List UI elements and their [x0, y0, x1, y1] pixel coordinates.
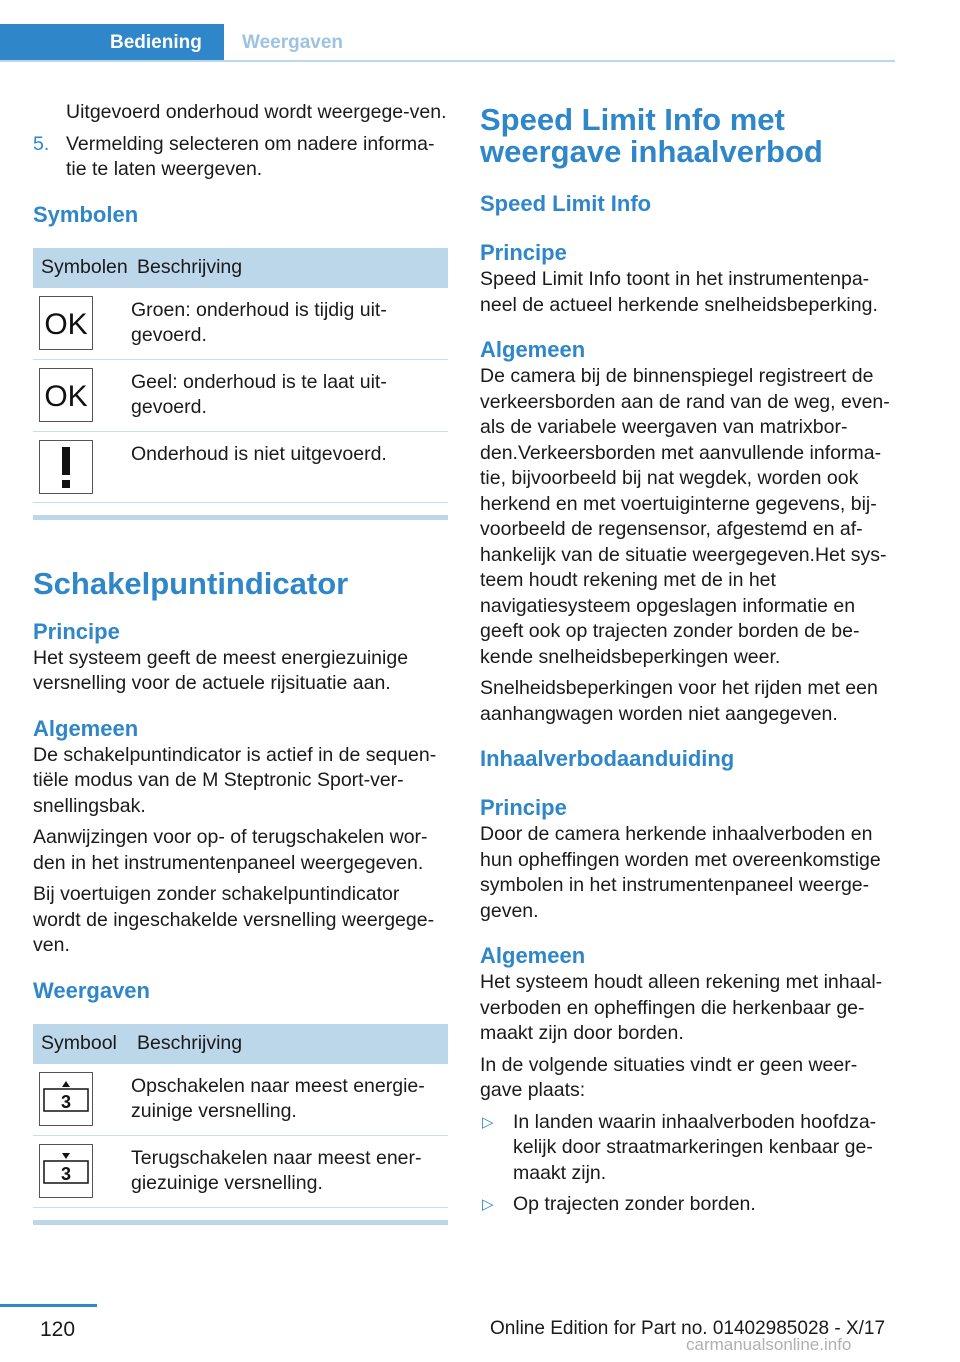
- principe-heading: Principe: [480, 240, 567, 265]
- algemeen-heading: Algemeen: [480, 943, 586, 968]
- bullet-text: Op trajecten zonder borden.: [513, 1193, 756, 1215]
- section-title-line-1: Speed Limit Info met: [480, 102, 785, 137]
- inhaalverbod-heading: Inhaalverbodaanduiding: [480, 746, 735, 771]
- edition-note: Online Edition for Part no. 01402985028 - X/17: [490, 1318, 886, 1339]
- tab-bediening[interactable]: Bediening: [0, 24, 224, 62]
- algemeen-paragraph: In de volgende situaties vindt er geen weer-gave plaats:: [480, 1053, 858, 1101]
- table-header-description: Beschrijving: [129, 1024, 448, 1064]
- algemeen-heading: Algemeen: [33, 715, 139, 741]
- table-row: [33, 359, 448, 431]
- table-end-rule: [33, 515, 448, 520]
- table-row: [33, 1064, 448, 1136]
- header-rule: [0, 60, 895, 62]
- symbol-description: Terugschakelen naar meest ener-giezuinige versnelling.: [129, 1135, 448, 1207]
- algemeen-paragraph: Bij voertuigen zonder schakelpuntindicator wordt de ingeschakelde versnelling weergege-ven.: [33, 883, 435, 956]
- shift-down-icon: [39, 1144, 93, 1198]
- ok-yellow-icon: [39, 368, 93, 422]
- symbolen-heading: Symbolen: [33, 201, 139, 227]
- principe-heading: Principe: [480, 795, 567, 820]
- footer-rule: [0, 1304, 97, 1307]
- chapter-tabs: [0, 24, 895, 62]
- table-row: [33, 288, 448, 360]
- bullet-item: [480, 1110, 895, 1187]
- triangle-bullet-icon: ▷: [482, 1113, 494, 1131]
- algemeen-heading: Algemeen: [480, 337, 586, 362]
- section-title-schakelpuntindicator: Schakelpuntindicator: [33, 565, 349, 601]
- step-5: [33, 132, 451, 183]
- section-title-line-2: weergave inhaalverbod: [480, 134, 823, 169]
- gear-shift-table: [33, 1024, 448, 1208]
- algemeen-paragraph: Het systeem houdt alleen rekening met inhaal-verboden en opheffingen die herkenbaar ge-maakt zijn door borden.: [480, 971, 883, 1044]
- table-end-rule: [33, 1220, 448, 1225]
- svg-text:3: 3: [60, 1091, 72, 1112]
- left-column: [33, 100, 451, 1225]
- principe-text: Het systeem geeft de meest energiezuinige versnelling voor de actuele rijsituatie aan.: [33, 646, 409, 694]
- weergaven-heading: Weergaven: [33, 977, 150, 1003]
- bullet-item: [480, 1192, 895, 1218]
- table-header-description: Beschrijving: [129, 248, 448, 288]
- algemeen-paragraph: De schakelpuntindicator is actief in de sequen-tiële modus van de M Steptronic Sport-ver-snellingsbak.: [33, 743, 437, 817]
- table-row: [33, 431, 448, 502]
- speed-limit-info-heading: Speed Limit Info: [480, 191, 652, 216]
- maintenance-symbols-table: [33, 248, 448, 503]
- principe-text: Speed Limit Info toont in het instrumentenpa-neel de actueel herkende snelheidsbeperking.: [480, 268, 878, 316]
- table-row: [33, 1135, 448, 1207]
- algemeen-paragraph: Aanwijzingen voor op- of terugschakelen wor-den in het instrumentenpaneel weergegeven.: [33, 826, 428, 874]
- bullet-text: In landen waarin inhaalverboden hoofdza-kelijk door straatmarkeringen kenbaar ge-maakt zijn.: [513, 1110, 877, 1184]
- algemeen-paragraph: De camera bij de binnenspiegel registreert de verkeersborden aan de rand van de weg, even-als de variabele weergaven van matrixbor-den.Verkeersborden met aanvullende informa-tie, bijvoorbeeld bij nat wegdek, worden ook herkend en met voertuiginterne gegevens, bij-voorbeeld de regensensor, afgestemd en af-hankelijk van de situatie weergegeven.Het sys-teem houdt rekening met de in het navigatiesysteem opgeslagen informatie en geeft ook op trajecten zonder borden de be-kende snelheidsbeperkingen weer.: [480, 365, 890, 668]
- triangle-bullet-icon: ▷: [482, 1196, 494, 1213]
- exclamation-icon: [39, 440, 93, 494]
- algemeen-paragraph: Snelheidsbeperkingen voor het rijden met een aanhangwagen worden niet aangegeven.: [480, 677, 878, 725]
- ok-green-icon: [39, 296, 93, 350]
- svg-text:OK: OK: [44, 307, 88, 341]
- right-column: [480, 104, 895, 1224]
- svg-text:OK: OK: [44, 379, 88, 413]
- svg-text:3: 3: [60, 1163, 72, 1184]
- continued-step-text: Uitgevoerd onderhoud wordt weergege-ven.: [66, 101, 447, 123]
- symbol-description: Opschakelen naar meest energie-zuinige versnelling.: [129, 1064, 448, 1136]
- tab-weergaven[interactable]: Weergaven: [242, 32, 344, 53]
- symbol-description: Groen: onderhoud is tijdig uit-gevoerd.: [129, 288, 448, 360]
- watermark: carmanualsonline.info: [686, 1335, 852, 1354]
- symbol-description: Onderhoud is niet uitgevoerd.: [129, 431, 448, 502]
- principe-heading: Principe: [33, 618, 120, 644]
- step-text: Vermelding selecteren om nadere informa-tie te laten weergeven.: [66, 132, 435, 180]
- table-header-symbol: Symbolen: [33, 248, 129, 288]
- table-header-symbol: Symbool: [33, 1024, 129, 1064]
- symbol-description: Geel: onderhoud is te laat uit-gevoerd.: [129, 359, 448, 431]
- shift-up-icon: [39, 1072, 93, 1126]
- page-number: 120: [40, 1318, 76, 1341]
- principe-text: Door de camera herkende inhaalverboden en hun opheffingen worden met overeenkomstige symbolen in het instrumentenpaneel weerge-geven.: [480, 823, 881, 922]
- step-number: 5.: [33, 132, 50, 155]
